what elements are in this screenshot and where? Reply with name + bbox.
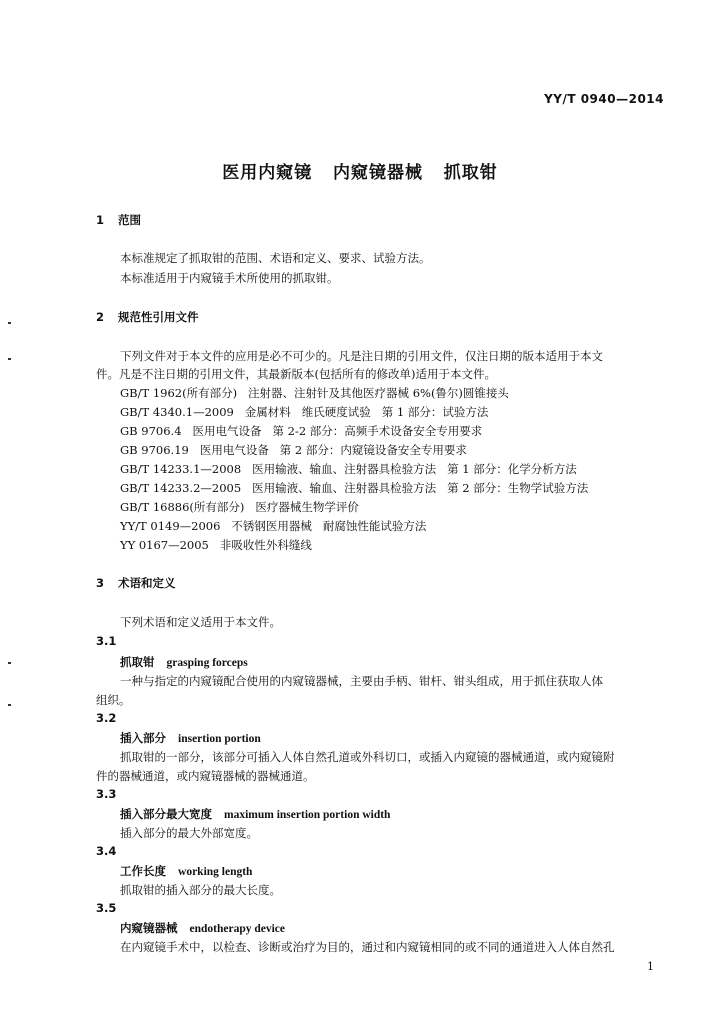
section-number: 3	[96, 576, 105, 590]
section-title: 术语和定义	[118, 576, 176, 590]
term-entry	[120, 863, 252, 879]
scope-line-1: 本标准规定了抓取钳的范围、术语和定义、要求、试验方法。	[120, 251, 431, 265]
reference-item: GB/T 16886(所有部分) 医疗器械生物学评价	[120, 500, 359, 514]
term-english: maximum insertion portion width	[224, 809, 391, 821]
term-chinese: 插入部分	[120, 731, 166, 745]
references-intro-line-1: 下列文件对于本文件的应用是必不可少的。凡是注日期的引用文件，仅注日期的版本适用于本文	[120, 349, 603, 363]
section-title: 规范性引用文件	[118, 310, 199, 324]
page-number: 1	[647, 960, 654, 973]
clause-number: 3.4	[96, 844, 117, 858]
term-chinese: 抓取钳	[120, 655, 155, 669]
section-1-heading	[96, 212, 141, 228]
reference-item: YY/T 0149—2006 不锈钢医用器械 耐腐蚀性能试验方法	[120, 519, 427, 533]
section-2-heading	[96, 309, 199, 325]
term-english: working length	[178, 866, 253, 878]
term-definition: 在内窥镜手术中，以检查、诊断或治疗为目的，通过和内窥镜相同的或不同的通道进入人体自然孔	[120, 940, 615, 954]
scan-speck	[8, 662, 11, 664]
term-entry	[120, 806, 390, 822]
scan-speck	[8, 358, 11, 360]
scan-speck	[8, 322, 11, 324]
reference-item: GB 9706.4 医用电气设备 第 2-2 部分：高频手术设备安全专用要求	[120, 424, 483, 438]
scope-line-2: 本标准适用于内窥镜手术所使用的抓取钳。	[120, 271, 339, 285]
references-intro-line-2: 件。凡是不注日期的引用文件，其最新版本(包括所有的修改单)适用于本文件。	[96, 367, 496, 381]
term-chinese: 插入部分最大宽度	[120, 807, 212, 821]
term-entry	[120, 920, 285, 936]
section-number: 1	[96, 213, 105, 227]
term-english: endotherapy device	[189, 923, 286, 935]
term-chinese: 内窥镜器械	[120, 921, 178, 935]
document-title: 医用内窥镜 内窥镜器械 抓取钳	[222, 163, 498, 183]
term-definition-continued: 件的器械通道，或内窥镜器械的器械通道。	[96, 769, 315, 783]
section-3-heading	[96, 575, 176, 591]
term-definition: 一种与指定的内窥镜配合使用的内窥镜器械，主要由手柄、钳杆、钳头组成，用于抓住获取人体	[120, 674, 603, 688]
scan-speck	[8, 704, 11, 706]
clause-number: 3.5	[96, 901, 117, 915]
term-definition: 插入部分的最大外部宽度。	[120, 826, 258, 840]
clause-number: 3.3	[96, 787, 117, 801]
term-english: grasping forceps	[166, 657, 248, 669]
reference-item: GB 9706.19 医用电气设备 第 2 部分：内窥镜设备安全专用要求	[120, 443, 467, 457]
term-definition: 抓取钳的插入部分的最大长度。	[120, 883, 281, 897]
term-entry	[120, 654, 248, 670]
reference-item: GB/T 4340.1—2009 金属材料 维氏硬度试验 第 1 部分：试验方法	[120, 405, 489, 419]
standard-code: YY/T 0940—2014	[544, 92, 664, 106]
section-title: 范围	[118, 213, 141, 227]
term-entry	[120, 730, 261, 746]
clause-number: 3.1	[96, 634, 117, 648]
section-number: 2	[96, 310, 105, 324]
term-definition: 抓取钳的一部分，该部分可插入人体自然孔道或外科切口，或插入内窥镜的器械通道，或内窥镜附	[120, 750, 615, 764]
term-chinese: 工作长度	[120, 864, 166, 878]
clause-number: 3.2	[96, 711, 117, 725]
reference-item: GB/T 14233.2—2005 医用输液、输血、注射器具检验方法 第 2 部分：生物学试验方法	[120, 481, 589, 495]
terms-intro: 下列术语和定义适用于本文件。	[120, 615, 281, 629]
term-definition-continued: 组织。	[96, 693, 131, 707]
reference-item: GB/T 14233.1—2008 医用输液、输血、注射器具检验方法 第 1 部分：化学分析方法	[120, 462, 577, 476]
reference-item: YY 0167—2005 非吸收性外科缝线	[120, 538, 312, 552]
term-english: insertion portion	[178, 733, 261, 745]
reference-item: GB/T 1962(所有部分) 注射器、注射针及其他医疗器械 6%(鲁尔)圆锥接头	[120, 386, 509, 400]
